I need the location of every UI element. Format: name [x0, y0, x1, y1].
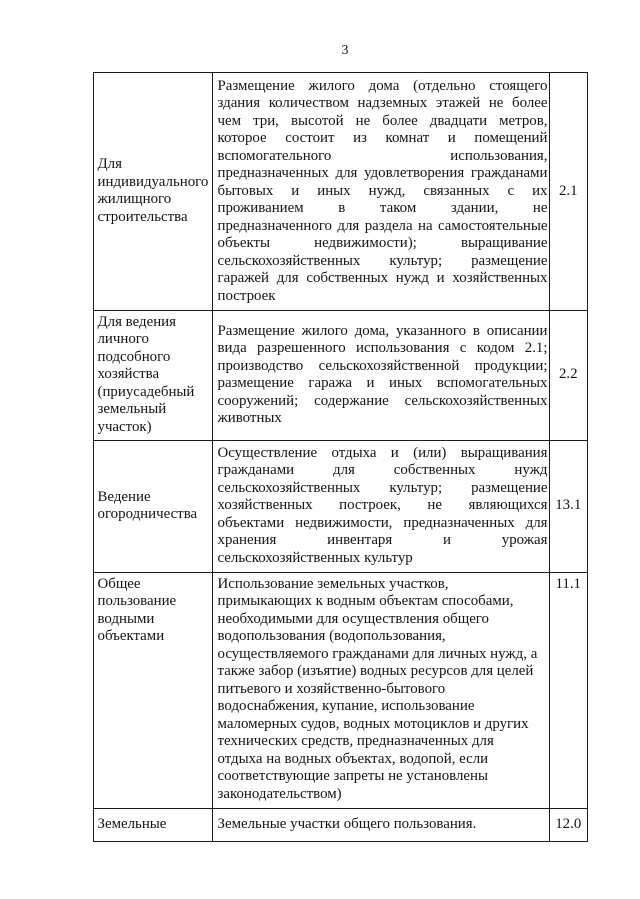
code-value: 12.0 [555, 816, 582, 832]
code-value: 2.1 [558, 182, 578, 199]
description-line: Размещение жилого дома (отдельно стоящего [217, 77, 548, 94]
description-cell [213, 441, 550, 572]
description-line: осуществляемого гражданами для личных нужд, а [217, 645, 538, 662]
land-use-type-line: Общее [97, 575, 141, 592]
description-line: сельскохозяйственных культур [217, 549, 413, 566]
land-use-type-cell [94, 73, 213, 310]
description-line: маломерных судов, водных мотоциклов и других [217, 715, 529, 732]
description-line: здания количеством надземных этажей не более [217, 95, 548, 111]
land-use-type-line: жилищного [97, 191, 172, 208]
land-use-type-line: Земельные [97, 816, 167, 832]
land-use-type-line: личного [97, 331, 149, 347]
description-line: предназначенных для удовлетворения гражданами [217, 165, 548, 181]
description-line: бытовых и иных нужд, связанных с их [217, 182, 548, 199]
description-text [218, 816, 548, 834]
description-cell [213, 809, 550, 842]
description-text [218, 323, 548, 428]
description-line: которое состоит из комнат и помещений [217, 130, 548, 146]
description-line: соответствующие запреты не установлены [217, 768, 488, 784]
description-line: необходимыми для осуществления общего [217, 610, 489, 627]
description-line: сельскохозяйственных культур; размещение [217, 479, 548, 496]
land-use-type-line: участок) [97, 418, 152, 435]
land-use-type-cell [94, 809, 213, 842]
table-row [94, 808, 587, 842]
page-number: 3 [341, 43, 349, 58]
code-cell [550, 73, 588, 310]
description-cell [213, 573, 550, 808]
description-line: гаражей для собственных нужд и хозяйственных [217, 270, 548, 286]
description-line: построек [217, 287, 276, 304]
description-line: сооружений; содержание сельскохозяйственных [217, 392, 548, 409]
land-use-table [93, 72, 588, 842]
land-use-type-line: пользование [97, 593, 177, 609]
table-row [94, 310, 587, 440]
description-line: хранения инвентаря и урожая [217, 532, 548, 549]
land-use-type-text [98, 489, 213, 524]
code-cell [550, 573, 588, 808]
land-use-type-line: подсобного [97, 348, 171, 365]
land-use-type-line: водными [97, 610, 155, 627]
land-use-type-line: Для [97, 156, 122, 173]
table-row [94, 73, 587, 310]
land-use-type-line: хозяйства [97, 366, 160, 382]
description-line: отдыха на водных объектах, водопой, если [217, 750, 489, 767]
description-line: производство сельскохозяйственной продукции; [217, 357, 548, 374]
description-line: вспомогательного использования, [217, 147, 548, 164]
land-use-type-line: объектами [97, 628, 165, 644]
description-text [218, 78, 548, 306]
description-text [218, 576, 548, 804]
description-line: водоснабжения, купание, использование [217, 698, 475, 714]
land-use-type-cell [94, 573, 213, 808]
code-cell [550, 441, 588, 572]
table-row [94, 572, 587, 808]
description-line: объекты недвижимости); выращивание [217, 235, 548, 251]
code-value: 11.1 [555, 575, 581, 592]
land-use-type-text [98, 576, 213, 646]
description-line: технических средств, предназначенных для [217, 733, 494, 749]
code-cell [550, 809, 588, 842]
code-value: 2.2 [558, 366, 578, 383]
description-line: животных [217, 410, 282, 426]
code-value: 13.1 [555, 497, 582, 514]
description-line: Размещение жилого дома, указанного в описании [217, 322, 548, 339]
description-line: питьевого и хозяйственно-бытового [217, 680, 446, 697]
land-use-type-line: огородничества [97, 506, 198, 522]
land-use-type-line: строительства [97, 208, 188, 225]
description-cell [213, 73, 550, 310]
description-line: также забор (изъятие) водных ресурсов для целей [217, 663, 534, 679]
land-use-type-line: Для ведения [97, 313, 176, 330]
land-use-type-text [98, 816, 213, 834]
land-use-type-line: индивидуального [97, 173, 209, 190]
land-use-type-line: земельный [97, 401, 167, 417]
description-line: предназначенного для раздела на самостоятельные [217, 217, 548, 234]
description-line: объектами недвижимости, предназначенных для [217, 514, 548, 531]
description-line: Использование земельных участков, [217, 575, 449, 592]
land-use-type-line: Ведение [97, 488, 151, 505]
description-line: Земельные участки общего пользования. [217, 816, 477, 832]
description-line: проживанием в таком здании, не [217, 200, 548, 216]
land-use-type-text [98, 156, 213, 226]
land-use-type-line: (приусадебный [97, 383, 195, 400]
description-line: размещение гаража и иных вспомогательных [217, 375, 548, 391]
description-text [218, 445, 548, 568]
description-line: примыкающих к водным объектам способами, [217, 593, 514, 609]
description-cell [213, 311, 550, 440]
description-line: водопользования (водопользования, [217, 628, 446, 644]
description-line: сельскохозяйственных культур; размещение [217, 252, 548, 269]
land-use-type-cell [94, 311, 213, 440]
description-line: Осуществление отдыха и (или) выращивания [217, 444, 548, 461]
code-cell [550, 311, 588, 440]
land-use-type-cell [94, 441, 213, 572]
description-line: вида разрешенного использования с кодом 2.1; [217, 340, 548, 356]
description-line: чем три, высотой не более двадцати метров, [217, 112, 548, 129]
description-line: хозяйственных построек, не являющихся [217, 497, 548, 514]
description-line: законодательством) [217, 785, 342, 802]
description-line: гражданами для собственных нужд [217, 462, 548, 479]
land-use-type-text [98, 314, 213, 437]
table-row [94, 440, 587, 572]
